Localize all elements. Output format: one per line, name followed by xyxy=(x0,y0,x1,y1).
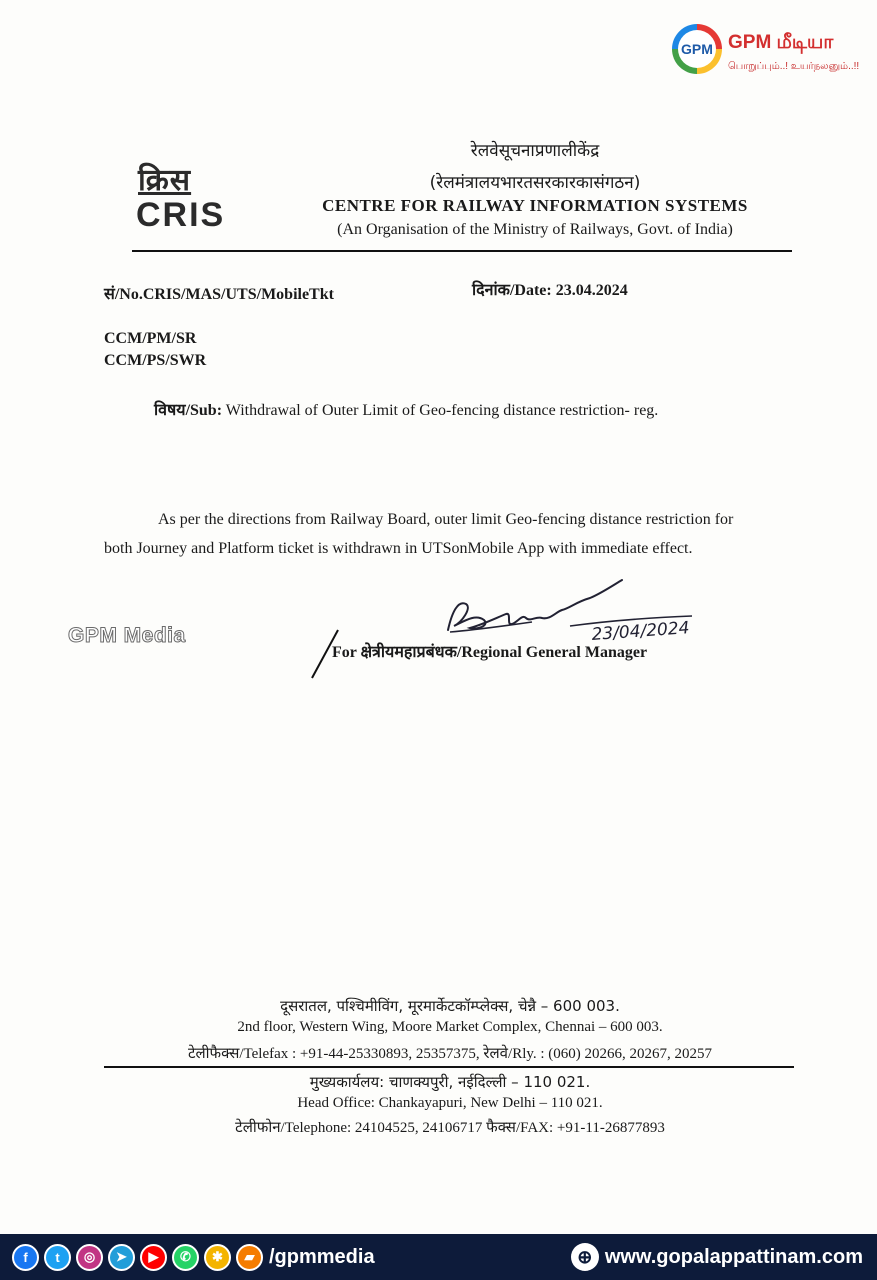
gpm-logo-mark xyxy=(672,24,722,74)
youtube-icon[interactable]: ▶ xyxy=(140,1244,167,1271)
subject-line xyxy=(154,398,658,420)
gpm-logo-tagline: பொறுப்பும்..! உயர்நலனும்..!! xyxy=(728,61,860,72)
website-link[interactable]: www.gopalappattinam.com xyxy=(604,1245,863,1268)
gpm-media-watermark: GPM Media xyxy=(68,624,186,647)
blogger-icon[interactable]: ▰ xyxy=(236,1244,263,1271)
instagram-icon[interactable]: ◎ xyxy=(76,1244,103,1271)
body-line: As per the directions from Railway Board, outer limit Geo-fencing distance restriction for xyxy=(158,511,734,528)
org-name: CENTRE FOR RAILWAY INFORMATION SYSTEMS xyxy=(322,196,748,215)
twitter-icon[interactable]: t xyxy=(44,1244,71,1271)
office-address-hindi: दूसरातल, पश्चिमीविंग, मूरमार्केटकॉम्प्लेक्स, चेन्नै – 600 003. xyxy=(280,997,620,1015)
gpm-media-logo xyxy=(672,24,862,84)
subject-label: विषय/Sub: xyxy=(154,402,223,419)
gpm-logo-title: GPM மீடியா xyxy=(728,32,834,53)
head-office-hindi: मुख्यकार्यलय: चाणक्यपुरी, नईदिल्ली – 110 021. xyxy=(309,1073,591,1091)
whatsapp-icon[interactable]: ✆ xyxy=(172,1244,199,1271)
cris-logo-english: CRIS xyxy=(136,196,226,234)
signature-date: 23/04/2024 xyxy=(590,618,691,645)
office-address: 2nd floor, Western Wing, Moore Market Complex, Chennai – 600 003. xyxy=(237,1019,663,1035)
telegram-icon[interactable]: ➤ xyxy=(108,1244,135,1271)
signatory-designation: For क्षेत्रीयमहाप्रबंधक/Regional General Manager xyxy=(332,644,648,661)
globe-icon: ⊕ xyxy=(571,1243,599,1271)
footer-divider xyxy=(104,1066,794,1068)
org-subtitle: (An Organisation of the Ministry of Railways, Govt. of India) xyxy=(337,221,733,238)
gpm-logo-mark-text: GPM xyxy=(678,30,716,68)
social-handle[interactable]: /gpmmedia xyxy=(269,1245,375,1268)
office-phone: टेलीफैक्स/Telefax : +91-44-25330893, 25357375, रेलवे/Rly. : (060) 20266, 20267, 20257 xyxy=(187,1046,713,1062)
head-office-address: Head Office: Chankayapuri, New Delhi – 110 021. xyxy=(297,1095,603,1111)
org-name-hindi: रेलवेसूचनाप्रणालीकेंद्र xyxy=(470,141,600,161)
recipient: CCM/PM/SR xyxy=(104,330,197,347)
recipient: CCM/PS/SWR xyxy=(104,352,207,369)
google-icon[interactable]: ✱ xyxy=(204,1244,231,1271)
signature xyxy=(300,574,720,684)
cris-logo-hindi: क्रिस xyxy=(138,163,192,198)
letterhead-divider xyxy=(132,250,792,252)
facebook-icon[interactable]: f xyxy=(12,1244,39,1271)
reference-number: सं/No.CRIS/MAS/UTS/MobileTkt xyxy=(104,286,334,303)
org-affiliation-hindi: (रेलमंत्रालयभारतसरकारकासंगठन) xyxy=(429,173,641,193)
body-line: both Journey and Platform ticket is withdrawn in UTSonMobile App with immediate effect. xyxy=(104,540,693,557)
subject-text: Withdrawal of Outer Limit of Geo-fencing distance restriction- reg. xyxy=(222,402,659,419)
social-media-bar xyxy=(0,1234,877,1280)
head-office-phone: टेलीफोन/Telephone: 24104525, 24106717 फैक्स/FAX: +91-11-26877893 xyxy=(235,1120,665,1136)
letter-date: दिनांक/Date: 23.04.2024 xyxy=(472,282,628,299)
cris-logo xyxy=(132,158,240,238)
